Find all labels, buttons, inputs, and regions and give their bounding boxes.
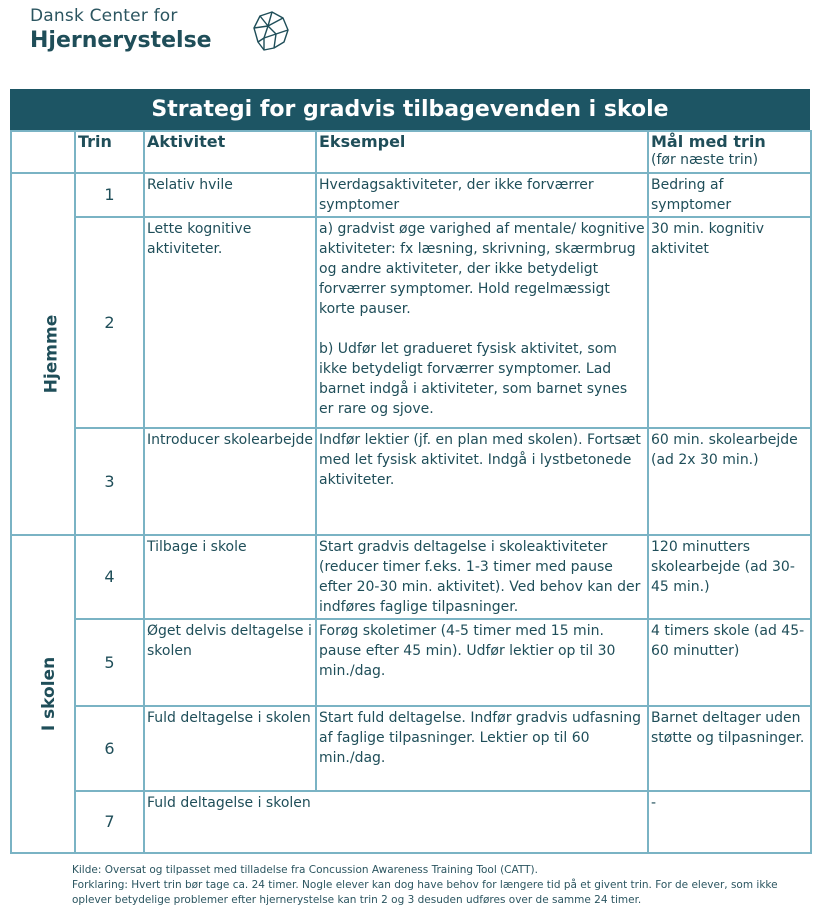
step-number: 6 [75, 706, 144, 791]
step-activity: Fuld deltagelse i skolen [144, 706, 316, 791]
footer-explanation: Forklaring: Hvert trin bør tage ca. 24 timer. Nogle elever kan dog have behov for længere tid på et givent trin. For de elever, som ikke oplever betydelige problemer efter hjernerystelse kan trin 2 og 3 desuden udføres over de samme 24 timer. [72, 879, 778, 906]
step-example: Forøg skoletimer (4-5 timer med 15 min. pause efter 45 min). Udfør lektier op til 30 min./dag. [316, 619, 648, 706]
table-row [11, 706, 811, 791]
strategy-table [10, 89, 810, 854]
step-activity: Relativ hvile [144, 173, 316, 217]
header-blank [11, 131, 75, 173]
footer-notes [72, 863, 812, 908]
header-eksempel: Eksempel [316, 131, 648, 173]
step-example: Start fuld deltagelse. Indfør gradvis udfasning af faglige tilpasninger. Lektier op til 60 min./dag. [316, 706, 648, 791]
header-aktivitet: Aktivitet [144, 131, 316, 173]
header-maal-label: Mål med trin [651, 132, 766, 151]
step-example-b: b) Udfør let gradueret fysisk aktivitet, som ikke betydeligt forværrer symptomer. Lad barnet indgå i aktiviteter, som barnet synes er rare og sjove. [319, 341, 628, 417]
table-row [11, 173, 811, 217]
step-activity: Introducer skolearbejde [144, 428, 316, 535]
step-number: 2 [75, 217, 144, 428]
header-trin: Trin [75, 131, 144, 173]
step-number: 7 [75, 791, 144, 853]
group-school-label: I skolen [39, 656, 60, 731]
header-row [11, 131, 811, 173]
logo-line2: Hjernerystelse [30, 28, 212, 53]
header-maal-sub: (før næste trin) [651, 152, 759, 168]
step-activity: Lette kognitive aktiviteter. [144, 217, 316, 428]
group-school [11, 535, 75, 853]
step-example: Start gradvis deltagelse i skoleaktiviteter (reducer timer f.eks. 1-3 timer med pause efter 20-30 min. aktivitet). Ved behov kan der indføres faglige tilpasninger. [316, 535, 648, 619]
step-number: 5 [75, 619, 144, 706]
table-row [11, 791, 811, 853]
step-number: 1 [75, 173, 144, 217]
table-row [11, 217, 811, 428]
brain-icon [250, 10, 290, 52]
table-row [11, 619, 811, 706]
step-goal: Barnet deltager uden støtte og tilpasninger. [648, 706, 811, 791]
step-goal: 30 min. kognitiv aktivitet [648, 217, 811, 428]
step-example: Hverdagsaktiviteter, der ikke forværrer symptomer [316, 173, 648, 217]
step-goal: 120 minutters skolearbejde (ad 30-45 min.) [648, 535, 811, 619]
logo-line1: Dansk Center for [30, 6, 178, 26]
step-goal: 4 timers skole (ad 45-60 minutter) [648, 619, 811, 706]
footer-source: Kilde: Oversat og tilpasset med tilladelse fra Concussion Awareness Training Tool (CATT). [72, 864, 538, 876]
table-row [11, 428, 811, 535]
table-body [10, 130, 812, 854]
step-example-a: a) gradvist øge varighed af mentale/ kognitive aktiviteter: fx læsning, skrivning, skærmbrug og andre aktiviteter, der ikke betydeligt forværrer symptomer. Hold regelmæssigt korte pauser. [319, 221, 645, 317]
step-goal: 60 min. skolearbejde (ad 2x 30 min.) [648, 428, 811, 535]
step-goal: Bedring af symptomer [648, 173, 811, 217]
group-home [11, 173, 75, 535]
logo [30, 6, 212, 53]
group-home-label: Hjemme [41, 314, 62, 393]
step-activity: Fuld deltagelse i skolen [144, 791, 648, 853]
table-title: Strategi for gradvis tilbagevenden i skole [10, 89, 810, 130]
step-activity: Tilbage i skole [144, 535, 316, 619]
step-goal: - [648, 791, 811, 853]
step-example [316, 217, 648, 428]
step-number: 3 [75, 428, 144, 535]
step-number: 4 [75, 535, 144, 619]
table-row [11, 535, 811, 619]
step-activity: Øget delvis deltagelse i skolen [144, 619, 316, 706]
header-maal [648, 131, 811, 173]
step-example: Indfør lektier (jf. en plan med skolen). Fortsæt med let fysisk aktivitet. Indgå i lystbetonede aktiviteter. [316, 428, 648, 535]
